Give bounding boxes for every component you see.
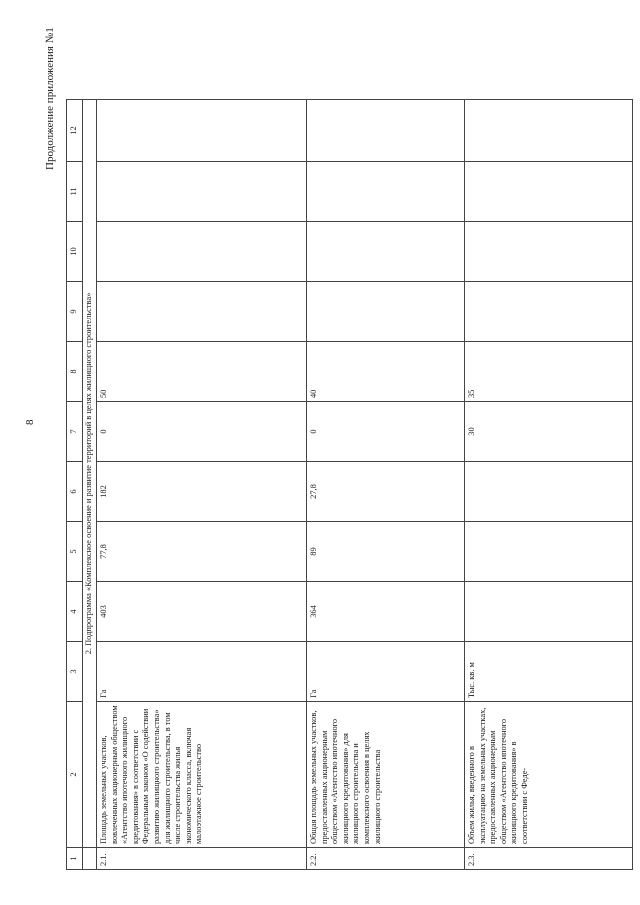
page-number: 8 (24, 419, 36, 425)
col-header-3: 3 (67, 642, 83, 702)
row-value-11 (465, 162, 633, 222)
col-header-4: 4 (67, 582, 83, 642)
page-header (0, 27, 64, 880)
col-header-10: 10 (67, 222, 83, 282)
row-indicator-name: Общая площадь земельных участков, предоставленных акционерным обществом «Агентство ипотечного жилищного кредитования» для жилищного строительства и комплексного освоения в целях жилищного строительства (307, 702, 465, 848)
row-value-12 (465, 100, 633, 162)
row-value-9 (307, 282, 465, 342)
col-header-9: 9 (67, 282, 83, 342)
row-number: 2.3. (465, 848, 633, 870)
row-unit: Тыс. кв. м (465, 642, 633, 702)
row-value-6 (465, 462, 633, 522)
row-value-6: 182 (97, 462, 307, 522)
row-value-9 (97, 282, 307, 342)
row-value-10 (307, 222, 465, 282)
row-value-11 (97, 162, 307, 222)
col-header-11: 11 (67, 162, 83, 222)
row-value-7: 0 (97, 402, 307, 462)
row-value-12 (307, 100, 465, 162)
header-row (67, 100, 83, 870)
col-header-6: 6 (67, 462, 83, 522)
row-value-7: 30 (465, 402, 633, 462)
row-value-10 (97, 222, 307, 282)
indicators-table-wrapper (66, 99, 633, 870)
table-row (97, 100, 307, 870)
row-value-4: 364 (307, 582, 465, 642)
subprogram-spacer (83, 848, 97, 870)
row-value-10 (465, 222, 633, 282)
row-number: 2.1. (97, 848, 307, 870)
col-header-1: 1 (67, 848, 83, 870)
row-value-9 (465, 282, 633, 342)
col-header-7: 7 (67, 402, 83, 462)
continuation-label: Продолжение приложения №1 (44, 27, 56, 170)
rotated-page (0, 27, 640, 880)
row-unit: Га (97, 642, 307, 702)
row-value-8: 40 (307, 342, 465, 402)
col-header-5: 5 (67, 522, 83, 582)
col-header-8: 8 (67, 342, 83, 402)
row-value-12 (97, 100, 307, 162)
col-header-2: 2 (67, 702, 83, 848)
row-value-8: 35 (465, 342, 633, 402)
table-row (465, 100, 633, 870)
subprogram-row (83, 100, 97, 870)
row-value-4: 403 (97, 582, 307, 642)
row-indicator-name: Площадь земельных участков, вовлеченных акционерным обществом «Агентство ипотечного жилищного кредитования» в соответствии с Федеральным законом «О содействии развитию жилищного строительства» для жилищного строительства, в том числе строительства жилья экономического класса, включая малоэтажное строительство (97, 702, 307, 848)
row-number: 2.2. (307, 848, 465, 870)
row-value-5: 89 (307, 522, 465, 582)
row-value-7: 0 (307, 402, 465, 462)
row-value-11 (307, 162, 465, 222)
row-value-8: 50 (97, 342, 307, 402)
row-indicator-name: Объем жилья, введенного в эксплуатацию на земельных участках, предоставленных акционерным обществом «Агентство ипотечного жилищного кредитования» в соответствии с Феде- (465, 702, 633, 848)
col-header-12: 12 (67, 100, 83, 162)
row-value-5: 77,8 (97, 522, 307, 582)
indicators-table (66, 99, 633, 870)
row-unit: Га (307, 642, 465, 702)
table-row (307, 100, 465, 870)
subprogram-title: 2. Подпрограмма «Комплексное освоение и развитие территорий в целях жилищного строительства» (83, 100, 97, 848)
row-value-6: 27,8 (307, 462, 465, 522)
row-value-5 (465, 522, 633, 582)
row-value-4 (465, 582, 633, 642)
